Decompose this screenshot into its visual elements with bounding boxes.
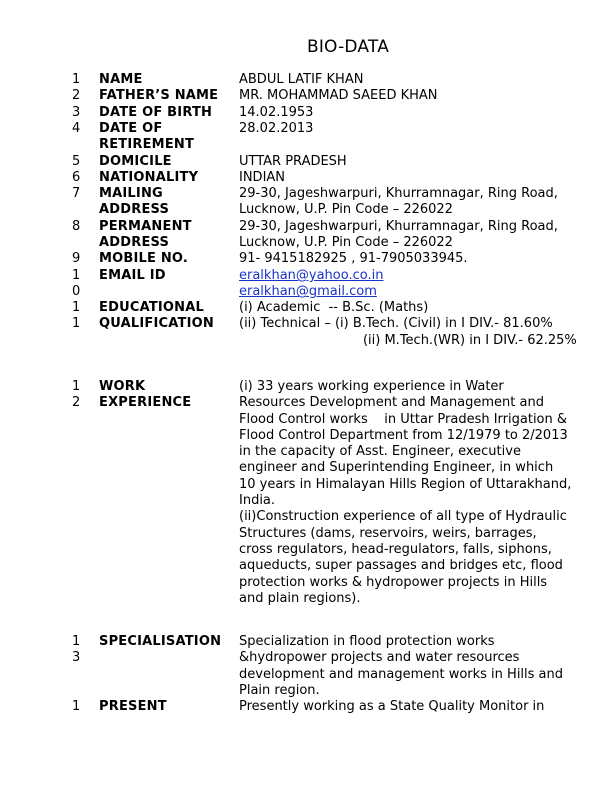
present-number-line: 1	[72, 699, 81, 714]
date-of-birth-value-line: 14.02.1953	[239, 105, 314, 120]
mailing-address-value-line: Lucknow, U.P. Pin Code – 226022	[239, 202, 453, 218]
work-experience-value-line: Resources Development and Management and	[239, 395, 544, 411]
specialisation-label	[99, 634, 234, 650]
email-value-line[interactable]: eralkhan@yahoo.co.in	[239, 268, 384, 283]
email-value[interactable]	[239, 268, 597, 301]
page-title: BIO-DATA	[306, 37, 390, 57]
present-label	[99, 699, 234, 715]
email-number-line: 1	[72, 268, 81, 283]
permanent-address-value-line: Lucknow, U.P. Pin Code – 226022	[239, 235, 453, 251]
mailing-address-label-line: MAILING	[99, 186, 163, 201]
mailing-address-value-line: 29-30, Jageshwarpuri, Khurramnagar, Ring Road,	[239, 186, 558, 201]
email-label-line: EMAIL ID	[99, 268, 166, 283]
name-label-line: NAME	[99, 72, 143, 87]
nationality-label	[99, 170, 234, 186]
domicile-label	[99, 154, 234, 170]
date-of-birth-label-line: DATE OF BIRTH	[99, 105, 213, 120]
name-value	[239, 72, 597, 88]
present-value	[239, 699, 597, 715]
date-of-birth-number-line: 3	[72, 105, 81, 120]
permanent-address-number-line: 8	[72, 219, 81, 234]
mobile-number	[72, 251, 88, 267]
retirement-number	[72, 121, 88, 137]
education-value-line: (ii) Technical – (i) B.Tech. (Civil) in I DIV.- 81.60%	[239, 316, 553, 332]
name-number	[72, 72, 88, 88]
date-of-birth-label	[99, 105, 234, 121]
work-experience-label	[99, 379, 234, 412]
work-experience-value-line: Flood Control Department from 12/1979 to 2/2013	[239, 427, 568, 443]
domicile-value	[239, 154, 597, 170]
mobile-label-line: MOBILE NO.	[99, 251, 189, 266]
work-experience-value-line: India.	[239, 493, 276, 509]
mobile-number-line: 9	[72, 251, 81, 266]
retirement-label-line: DATE OF	[99, 121, 163, 136]
education-label	[99, 300, 234, 333]
permanent-address-label	[99, 219, 234, 252]
work-experience-value-line: 10 years in Himalayan Hills Region of Uttarakhand,	[239, 476, 572, 492]
work-experience-value-line: and plain regions).	[239, 590, 361, 606]
specialisation-number	[72, 634, 88, 667]
work-experience-number-line: 2	[72, 395, 81, 411]
permanent-address-number	[72, 219, 88, 235]
fathers-name-label-line: FATHER’S NAME	[99, 88, 219, 103]
mobile-label	[99, 251, 234, 267]
date-of-birth-number	[72, 105, 88, 121]
work-experience-value-line: cross regulators, head-regulators, falls, siphons,	[239, 541, 552, 557]
email-number	[72, 268, 88, 301]
name-value-line: ABDUL LATIF KHAN	[239, 72, 364, 87]
email-value-line[interactable]: eralkhan@gmail.com	[239, 284, 377, 300]
domicile-number	[72, 154, 88, 170]
work-experience-label-line: EXPERIENCE	[99, 395, 192, 411]
specialisation-value-line: Specialization in flood protection works	[239, 634, 495, 649]
specialisation-number-line: 1	[72, 634, 81, 649]
work-experience-value-line: protection works & hydropower projects in Hills	[239, 574, 548, 590]
work-experience-value-line: (ii)Construction experience of all type of Hydraulic	[239, 509, 567, 525]
education-number-line: 1	[72, 316, 81, 332]
fathers-name-number	[72, 88, 88, 104]
nationality-label-line: NATIONALITY	[99, 170, 199, 185]
mobile-value	[239, 251, 597, 267]
specialisation-value-line: Plain region.	[239, 682, 320, 698]
fathers-name-number-line: 2	[72, 88, 81, 103]
nationality-number-line: 6	[72, 170, 81, 185]
specialisation-value	[239, 634, 597, 699]
present-label-line: PRESENT	[99, 699, 167, 714]
work-experience-value-line: Structures (dams, reservoirs, weirs, barrages,	[239, 525, 537, 541]
domicile-value-line: UTTAR PRADESH	[239, 154, 347, 169]
permanent-address-label-line: ADDRESS	[99, 235, 170, 251]
domicile-number-line: 5	[72, 154, 81, 169]
fathers-name-value-line: MR. MOHAMMAD SAEED KHAN	[239, 88, 438, 103]
name-label	[99, 72, 234, 88]
work-experience-value-line: engineer and Superintending Engineer, in which	[239, 460, 554, 476]
retirement-number-line: 4	[72, 121, 81, 136]
work-experience-value-line: in the capacity of Asst. Engineer, executive	[239, 444, 521, 460]
retirement-label	[99, 121, 234, 154]
mailing-address-number	[72, 186, 88, 202]
work-experience-value-line: Flood Control works in Uttar Pradesh Irrigation &	[239, 411, 568, 427]
mailing-address-label-line: ADDRESS	[99, 202, 170, 218]
work-experience-value-line: aqueducts, super passages and bridges etc, flood	[239, 558, 563, 574]
work-experience-number	[72, 379, 88, 412]
education-value-line: (i) Academic -- B.Sc. (Maths)	[239, 300, 429, 315]
specialisation-label-line: SPECIALISATION	[99, 634, 222, 649]
retirement-label-line: RETIREMENT	[99, 137, 195, 153]
mailing-address-number-line: 7	[72, 186, 81, 201]
domicile-label-line: DOMICILE	[99, 154, 172, 169]
fathers-name-label	[99, 88, 234, 104]
mailing-address-value	[239, 186, 597, 219]
present-number	[72, 699, 88, 715]
nationality-number	[72, 170, 88, 186]
education-value	[239, 300, 597, 349]
email-number-line: 0	[72, 284, 81, 300]
mailing-address-label	[99, 186, 234, 219]
nationality-value	[239, 170, 597, 186]
permanent-address-value	[239, 219, 597, 252]
permanent-address-value-line: 29-30, Jageshwarpuri, Khurramnagar, Ring Road,	[239, 219, 558, 234]
education-number	[72, 300, 88, 333]
work-experience-number-line: 1	[72, 379, 81, 394]
work-experience-label-line: WORK	[99, 379, 146, 394]
education-number-line: 1	[72, 300, 81, 315]
education-label-line: QUALIFICATION	[99, 316, 214, 332]
specialisation-number-line: 3	[72, 650, 81, 666]
name-number-line: 1	[72, 72, 81, 87]
education-label-line: EDUCATIONAL	[99, 300, 205, 315]
work-experience-value-line: (i) 33 years working experience in Water	[239, 379, 504, 394]
permanent-address-label-line: PERMANENT	[99, 219, 192, 234]
work-experience-value	[239, 379, 597, 607]
mobile-value-line: 91- 9415182925 , 91-7905033945.	[239, 251, 468, 266]
retirement-value-line: 28.02.2013	[239, 121, 314, 136]
present-value-line: Presently working as a State Quality Monitor in	[239, 699, 545, 714]
retirement-value	[239, 121, 597, 137]
specialisation-value-line: development and management works in Hills and	[239, 666, 564, 682]
date-of-birth-value	[239, 105, 597, 121]
email-label	[99, 268, 234, 284]
nationality-value-line: INDIAN	[239, 170, 286, 185]
fathers-name-value	[239, 88, 597, 104]
specialisation-value-line: &hydropower projects and water resources	[239, 650, 520, 666]
education-value-line: (ii) M.Tech.(WR) in I DIV.- 62.25%	[239, 332, 577, 348]
